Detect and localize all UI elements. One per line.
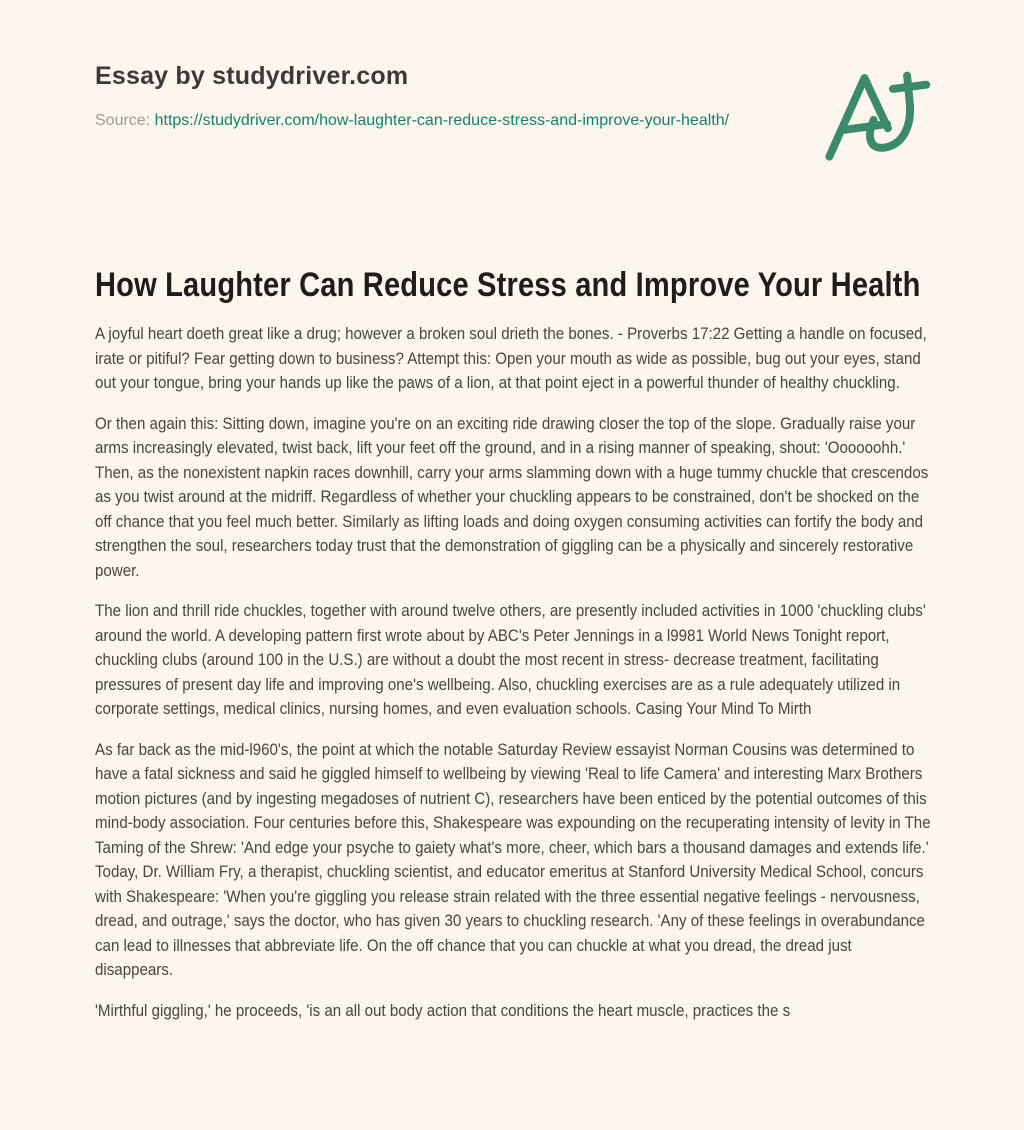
header-text-block <box>95 62 743 134</box>
article-paragraph: Or then again this: Sitting down, imagine you're on an exciting ride drawing closer the top of the slope. Gradually raise your arms increasingly elevated, twist back, lift your feet off the ground, and in a rising manner of speaking, shout: 'Oooooohh.' Then, as the nonexistent napkin races downhill, carry your arms slamming down with a huge tummy chuckle that crescendos as you twist around at the midriff. Regardless of whether your chuckling appears to be constrained, don't be shocked on the off chance that you feel much better. Similarly as lifting loads and doing oxygen consuming activities can fortify the body and strengthen the soul, researchers today trust that the demonstration of giggling can be a physically and sincerely restorative power. <box>95 414 929 580</box>
a-plus-logo-icon <box>821 64 933 164</box>
article-title: How Laughter Can Reduce Stress and Improve Your Health <box>95 266 921 304</box>
article-paragraph: The lion and thrill ride chuckles, together with around twelve others, are presently included activities in 1000 'chuckling clubs' around the world. A developing pattern first wrote about by ABC's Peter Jennings in a l9981 World News Tonight report, chuckling clubs (around 100 in the U.S.) are without a doubt the most recent in stress- decrease treatment, facilitating pressures of present day life and improving one's wellbeing. Also, chuckling exercises are as a rule adequately utilized in corporate settings, medical clinics, nursing homes, and even evaluation schools. Casing Your Mind To Mirth <box>95 602 926 718</box>
page-header <box>95 62 933 169</box>
article-paragraph: As far back as the mid-l960's, the point at which the notable Saturday Review essayist Norman Cousins was determined to have a fatal sickness and said he giggled himself to wellbeing by viewing 'Real to life Camera' and interesting Marx Brothers motion pictures (and by ingesting megadoses of nutrient C), researchers have been enticed by the potential outcomes of this mind-body association. Four centuries before this, Shakespeare was expounding on the recuperating intensity of levity in The Taming of the Shrew: 'And edge your psyche to gaiety what's more, cheer, which bars a thousand damages and extends life.' Today, Dr. William Fry, a therapist, chuckling scientist, and educator emeritus at Stanford University Medical School, concurs with Shakespeare: 'When you're giggling you release strain related with the three essential negative feelings - nervousness, dread, and outrage,' says the doctor, who has given 30 years to chuckling research. 'Any of these feelings in overabundance can lead to illnesses that abbreviate life. On the off chance that you can chuckle at what you dread, the dread just disappears. <box>95 740 931 979</box>
article-paragraph: A joyful heart doeth great like a drug; however a broken soul drieth the bones. - Proverbs 17:22 Getting a handle on focused, irate or pitiful? Fear getting down to business? Attempt this: Open your mouth as wide as possible, bug out your eyes, stand out your tongue, bring your hands up like the paws of a lion, at that point eject in a powerful thunder of healthy chuckling. <box>95 325 927 392</box>
source-label: Source: <box>95 112 151 129</box>
studydriver-logo <box>821 64 933 169</box>
site-title: Essay by studydriver.com <box>95 62 409 90</box>
article-body <box>95 322 932 1023</box>
article-paragraph: 'Mirthful giggling,' he proceeds, 'is an all out body action that conditions the heart muscle, practices the s <box>95 1001 791 1020</box>
source-line <box>95 108 743 134</box>
source-url-link[interactable]: https://studydriver.com/how-laughter-can-reduce-stress-and-improve-your-health/ <box>154 112 730 129</box>
